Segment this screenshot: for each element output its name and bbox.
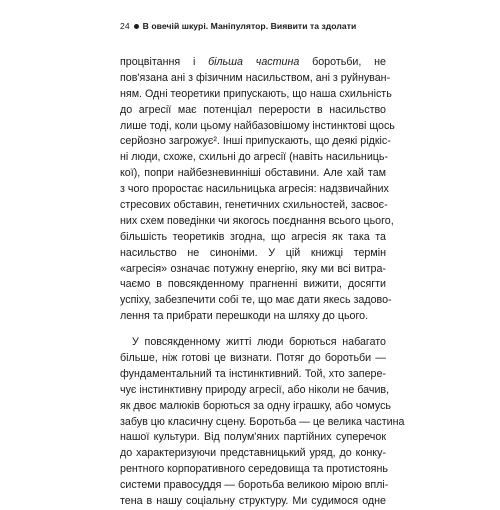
text-line: кої), попри найбезневинніші обставини. Але хай там xyxy=(120,167,386,180)
text-line: системи правосуддя — боротьба великою мірою вплі- xyxy=(120,479,389,492)
paragraph-1 xyxy=(120,55,395,325)
text-line: лення та прибрати перешкоди на шляху до цього. xyxy=(120,310,369,323)
paragraph-gap xyxy=(120,325,386,335)
text-line: більшість теоретиків згодна, що агресія як така та xyxy=(120,230,386,243)
text-line: «агресія» означає потужну енергію, яку ми всі витра- xyxy=(120,262,386,275)
text-line: як двоє малюків борються за одну іграшку, або чомусь xyxy=(120,399,391,412)
text-line: них схем поведінки чи якогось поєднання всього цього, xyxy=(120,214,394,227)
text-line: забув цю класичну сцену. Боротьба — це велика частина xyxy=(120,415,405,428)
text-line: нашої культури. Від полум'яних партійних суперечок xyxy=(120,431,386,444)
text-line: до агресії має потенціал перерости в насильство xyxy=(120,103,386,116)
text-line: насильство не синоніми. У цій книжці термін xyxy=(120,246,386,259)
running-header xyxy=(120,21,356,31)
text-line: успіху, забезпечити собі те, що має дати якесь задово- xyxy=(120,294,392,307)
text-line: лише тоді, коли цьому найбазовішому інстинктові щось xyxy=(120,119,395,132)
page-number: 24 xyxy=(120,21,130,31)
bullet-icon xyxy=(134,24,139,29)
text-line: ні люди, схоже, схильні до агресії (навіть насильниць- xyxy=(120,151,389,164)
text-line: рентного корпоративного середовища та протистоянь xyxy=(120,463,388,476)
text-line: чаємо в повсякденному прагненні вижити, досягти xyxy=(120,278,386,291)
text-line: стресових обставин, генетичних схильностей, засвоє- xyxy=(120,199,388,212)
running-title: В овечій шкурі. Маніпулятор. Виявити та здолати xyxy=(142,21,357,31)
paragraph-2 xyxy=(120,335,405,510)
text-line: з чого проростає насильницька агресія: надзвичайних xyxy=(120,183,389,196)
text-line: фундаментальний та інстинктивний. Той, хто запере- xyxy=(120,367,386,380)
text-line: пов'язана ані з фізичним насильством, ані з руйнуван- xyxy=(120,71,391,84)
text-line: ням. Одні теоретики припускають, що наша схильність xyxy=(120,87,392,100)
body-text xyxy=(120,55,405,510)
text-line: тена в нашу соціальну структуру. Ми судимося одне xyxy=(120,495,386,508)
text-line: процвітання і більша частина боротьби, не xyxy=(120,56,386,68)
text-line: У повсякденному житті люди борються набагато xyxy=(132,336,386,349)
text-line: чує інстинктивну природу агресії, або ніколи не бачив, xyxy=(120,383,390,396)
text-line: серйозно загрожує². Інші припускають, що деякі рідкіс- xyxy=(120,135,391,148)
text-line: до характеризуючи представницький уряд, до конку- xyxy=(120,447,386,460)
text-line: більше, ніж готові це визнати. Потяг до боротьби — xyxy=(120,352,386,365)
